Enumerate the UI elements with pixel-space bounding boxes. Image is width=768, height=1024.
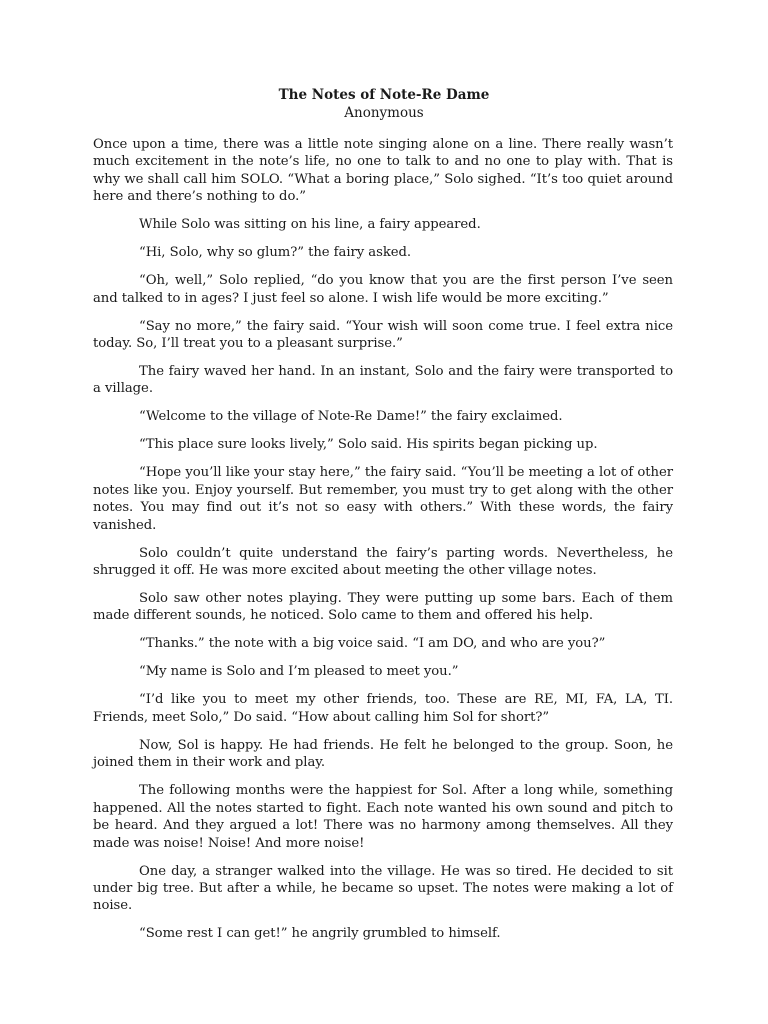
- paragraph: “Hope you’ll like your stay here,” the fairy said. “You’ll be meeting a lot of other notes like you. Enjoy yourself. But remember, you must try to get along with the other notes. You may find out it’s not so easy with others.” With these words, the fairy vanished.: [93, 465, 673, 533]
- document-title: The Notes of Note-Re Dame: [278, 87, 490, 103]
- paragraph: “My name is Solo and I’m pleased to meet you.”: [139, 664, 459, 680]
- paragraph: One day, a stranger walked into the village. He was so tired. He decided to sit under big tree. But after a while, he became so upset. The notes were making a lot of noise.: [93, 863, 673, 914]
- paragraph: The fairy waved her hand. In an instant, Solo and the fairy were transported to a village.: [93, 364, 673, 397]
- paragraph: “Say no more,” the fairy said. “Your wish will soon come true. I feel extra nice today. So, I’ll treat you to a pleasant surprise.”: [93, 318, 673, 352]
- paragraph: “Thanks.” the note with a big voice said. “I am DO, and who are you?”: [139, 636, 606, 652]
- story-body: [93, 136, 673, 953]
- paragraph: “Welcome to the village of Note-Re Dame!” the fairy exclaimed.: [139, 409, 563, 425]
- paragraph: Once upon a time, there was a little note singing alone on a line. There really wasn’t much excitement in the note’s life, no one to talk to and no one to play with. That is why we shall call him SOLO. “What a boring place,” Solo sighed. “It’s too quiet around here and there’s nothing to do.”: [93, 137, 673, 205]
- paragraph: “Oh, well,” Solo replied, “do you know that you are the first person I’ve seen and talked to in ages? I just feel so alone. I wish life would be more exciting.”: [93, 273, 673, 306]
- paragraph: “I’d like you to meet my other friends, too. These are RE, MI, FA, LA, TI. Friends, meet Solo,” Do said. “How about calling him Sol for short?”: [93, 692, 673, 725]
- paragraph: “This place sure looks lively,” Solo said. His spirits began picking up.: [139, 437, 598, 453]
- paragraph: While Solo was sitting on his line, a fairy appeared.: [139, 217, 481, 233]
- paragraph: Solo saw other notes playing. They were putting up some bars. Each of them made different sounds, he noticed. Solo came to them and offered his help.: [93, 591, 673, 624]
- paragraph: “Hi, Solo, why so glum?” the fairy asked.: [139, 245, 412, 261]
- paragraph: Solo couldn’t quite understand the fairy’s parting words. Nevertheless, he shrugged it off. He was more excited about meeting the other village notes.: [93, 545, 673, 579]
- document-author: Anonymous: [344, 105, 424, 121]
- paragraph: Now, Sol is happy. He had friends. He felt he belonged to the group. Soon, he joined them in their work and play.: [93, 737, 673, 771]
- paragraph: The following months were the happiest for Sol. After a long while, something happened. All the notes started to fight. Each note wanted his own sound and pitch to be heard. And they argued a lot! There was no harmony among themselves. All they made was noise! Noise! And more noise!: [93, 783, 673, 851]
- paragraph: “Some rest I can get!” he angrily grumbled to himself.: [139, 926, 501, 942]
